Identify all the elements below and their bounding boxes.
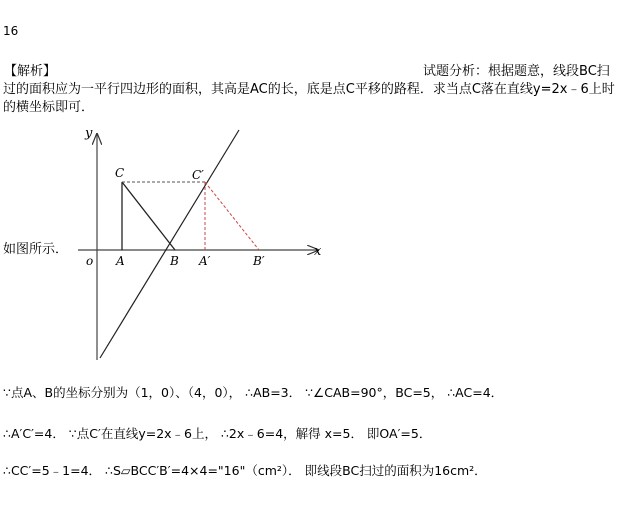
- label-x: x: [314, 244, 322, 259]
- label-C-prime: C′: [192, 168, 204, 182]
- solution-line-3: ∴CC′=5﹣1=4． ∴S▱BCC′B′=4×4="16"（cm²）． 即线段BC扫过的面积为16cm²．: [3, 463, 487, 478]
- solution-line-1: ∵点A、B的坐标分别为（1，0）、（4，0）， ∴AB=3． ∵∠CAB=90°，BC=5， ∴AC=4．: [3, 385, 504, 400]
- label-A-prime: A′: [199, 254, 211, 268]
- label-origin: o: [86, 254, 94, 268]
- segment-C-prime-B-prime: [205, 182, 259, 250]
- analysis-text-line-2: 过的面积应为一平行四边形的面积，其高是AC的长，底是点C平移的路程．求当点C落在直线y=2x﹣6上时: [3, 82, 615, 97]
- solution-line-2: ∴A′C′=4． ∵点C′在直线y=2x﹣6上， ∴2x﹣6=4，解得 x=5． 即OA′=5．: [3, 426, 432, 441]
- label-A: A: [116, 254, 125, 268]
- label-y: y: [85, 126, 93, 141]
- analysis-label: 【解析】: [4, 64, 57, 79]
- label-C: C: [115, 166, 125, 180]
- label-B: B: [170, 254, 179, 268]
- coordinate-figure: [68, 120, 338, 374]
- segment-CB: [122, 182, 175, 250]
- label-B-prime: B′: [253, 254, 265, 268]
- figure-svg: [68, 120, 338, 370]
- figure-caption: 如图所示．: [3, 242, 69, 257]
- question-number: 16: [3, 24, 19, 38]
- analysis-text-line-3: 的横坐标即可．: [3, 100, 95, 115]
- analysis-text-line-1: 试题分析：根据题意，线段BC扫: [423, 64, 610, 79]
